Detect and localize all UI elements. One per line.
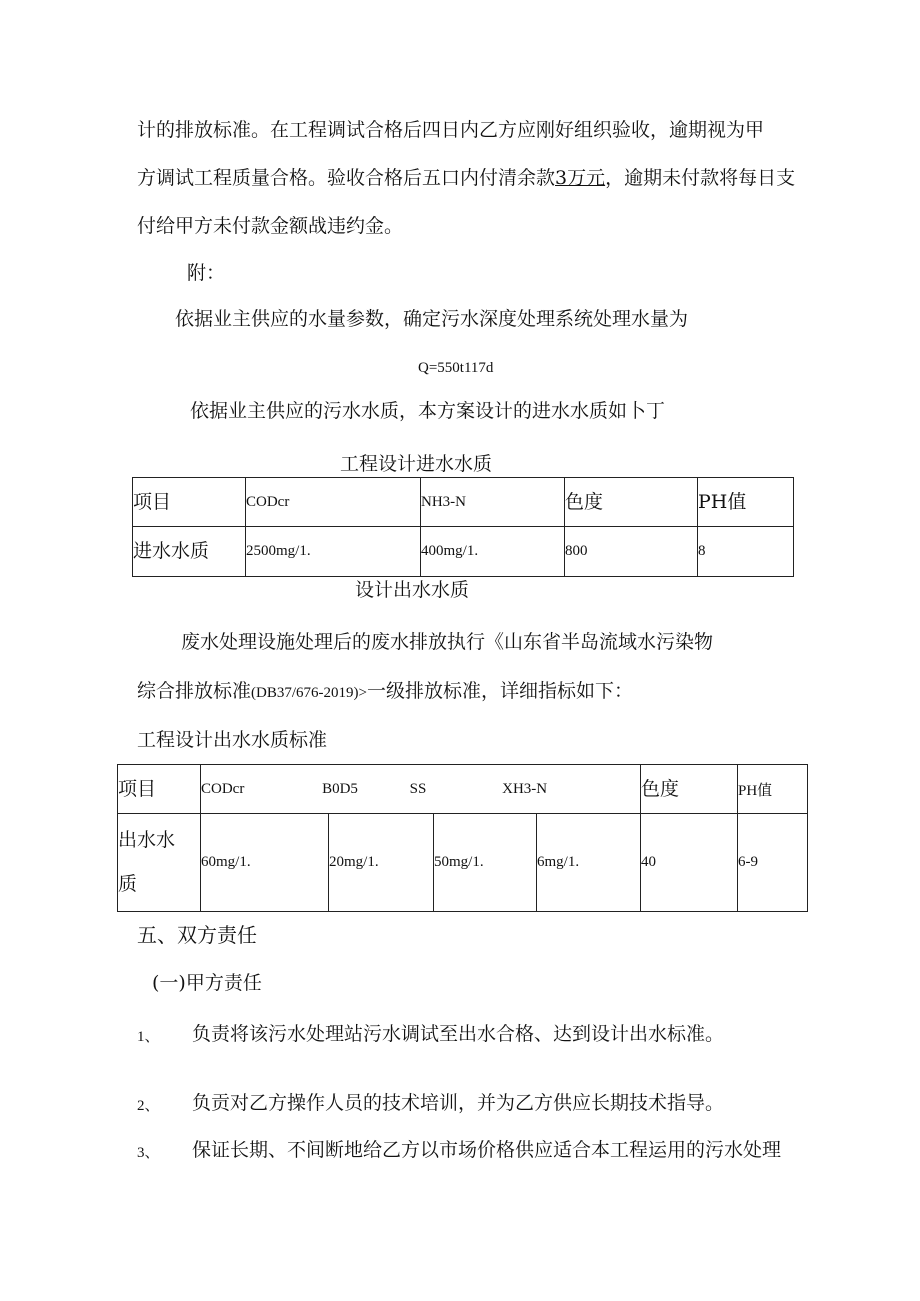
balance-amount: 3万元	[555, 167, 606, 189]
paragraph-line-2	[137, 169, 795, 188]
outlet-header-ph-text: PH值	[738, 782, 773, 799]
inlet-value-ph: 8	[698, 527, 794, 577]
list-item-text: 负责将该污水处理站污水调试至出水合格、达到设计出水标准。	[192, 1023, 725, 1045]
outlet-text-line-1: 废水处理设施处理后的废水排放执行《山东省半岛流域水污染物	[181, 631, 714, 653]
outlet-row-label-line-1: 出水水	[118, 828, 176, 851]
inlet-value-color: 800	[565, 527, 698, 577]
appendix-label: 附：	[187, 262, 226, 284]
list-item-text: 负贡对乙方操作人员的技术培训，并为乙方供应长期技术指导。	[192, 1092, 725, 1114]
section-heading: 五、双方责任	[137, 923, 257, 947]
list-item-text: 保证长期、不间断地给乙方以市场价格供应适合本工程运用的污水处理	[192, 1139, 782, 1161]
table-row	[133, 478, 794, 527]
outlet-header-codcr: CODcr	[201, 780, 245, 797]
outlet-header-xh3n: XH3-N	[502, 780, 548, 797]
outlet-section-title: 设计出水水质	[355, 579, 470, 601]
inlet-table	[132, 477, 794, 577]
paragraph-line-2-b: ，逾期未付款将每日支	[605, 167, 796, 189]
outlet-header-bod5: B0D5	[322, 780, 358, 797]
outlet-value-codcr: 60mg/1.	[201, 814, 329, 912]
inlet-value-codcr: 2500mg/1.	[246, 527, 421, 577]
outlet-header-group	[201, 765, 641, 814]
paragraph-line-3: 付给甲方未付款金额战违约金。	[137, 215, 404, 237]
inlet-header-item: 项目	[133, 478, 246, 527]
water-volume-formula: Q=550t117d	[418, 360, 494, 376]
outlet-text-line-2-b: 一级排放标准，详细指标如下：	[366, 680, 633, 702]
outlet-table	[117, 764, 808, 912]
inlet-table-title: 工程设计进水水质	[340, 453, 493, 475]
paragraph-line-1: 计的排放标准。在工程调试合格后四日内乙方应刚好组织验收，逾期视为甲	[137, 119, 765, 141]
outlet-table-title: 工程设计出水水质标准	[137, 729, 328, 751]
standard-code: (DB37/676-2019)>	[251, 685, 367, 701]
outlet-text-line-2-a: 综合排放标准	[137, 680, 252, 702]
outlet-header-ss: SS	[409, 780, 427, 797]
outlet-value-ss: 50mg/1.	[434, 814, 537, 912]
outlet-value-bod5: 20mg/1.	[329, 814, 434, 912]
water-quality-text: 依据业主供应的污水水质，本方案设计的进水水质如卜丁	[190, 400, 666, 422]
inlet-header-codcr: CODcr	[246, 478, 421, 527]
table-row	[118, 765, 808, 814]
table-row	[133, 527, 794, 577]
outlet-value-ph: 6-9	[738, 814, 808, 912]
outlet-text-line-2	[137, 682, 633, 701]
inlet-header-nh3n: NH3-N	[421, 478, 565, 527]
outlet-row-label-line-2: 质	[118, 872, 138, 895]
list-item-number: 3、	[137, 1145, 160, 1161]
outlet-row-label	[118, 814, 201, 912]
table-row	[118, 814, 808, 912]
outlet-value-xh3n: 6mg/1.	[537, 814, 641, 912]
list-item-number: 2、	[137, 1098, 160, 1114]
outlet-header-item: 项目	[118, 765, 201, 814]
water-volume-text: 依据业主供应的水量参数，确定污水深度处理系统处理水量为	[175, 308, 689, 330]
outlet-header-color: 色度	[641, 765, 738, 814]
outlet-header-ph	[738, 765, 808, 814]
section-sub-heading: (一)甲方责任	[152, 972, 262, 994]
list-item-number: 1、	[137, 1029, 160, 1045]
inlet-header-ph: PH值	[698, 478, 794, 527]
inlet-row-label: 进水水质	[133, 527, 246, 577]
inlet-header-color: 色度	[565, 478, 698, 527]
paragraph-line-2-a: 方调试工程质量合格。验收合格后五口内付清余款	[137, 167, 556, 189]
inlet-value-nh3n: 400mg/1.	[421, 527, 565, 577]
outlet-value-color: 40	[641, 814, 738, 912]
